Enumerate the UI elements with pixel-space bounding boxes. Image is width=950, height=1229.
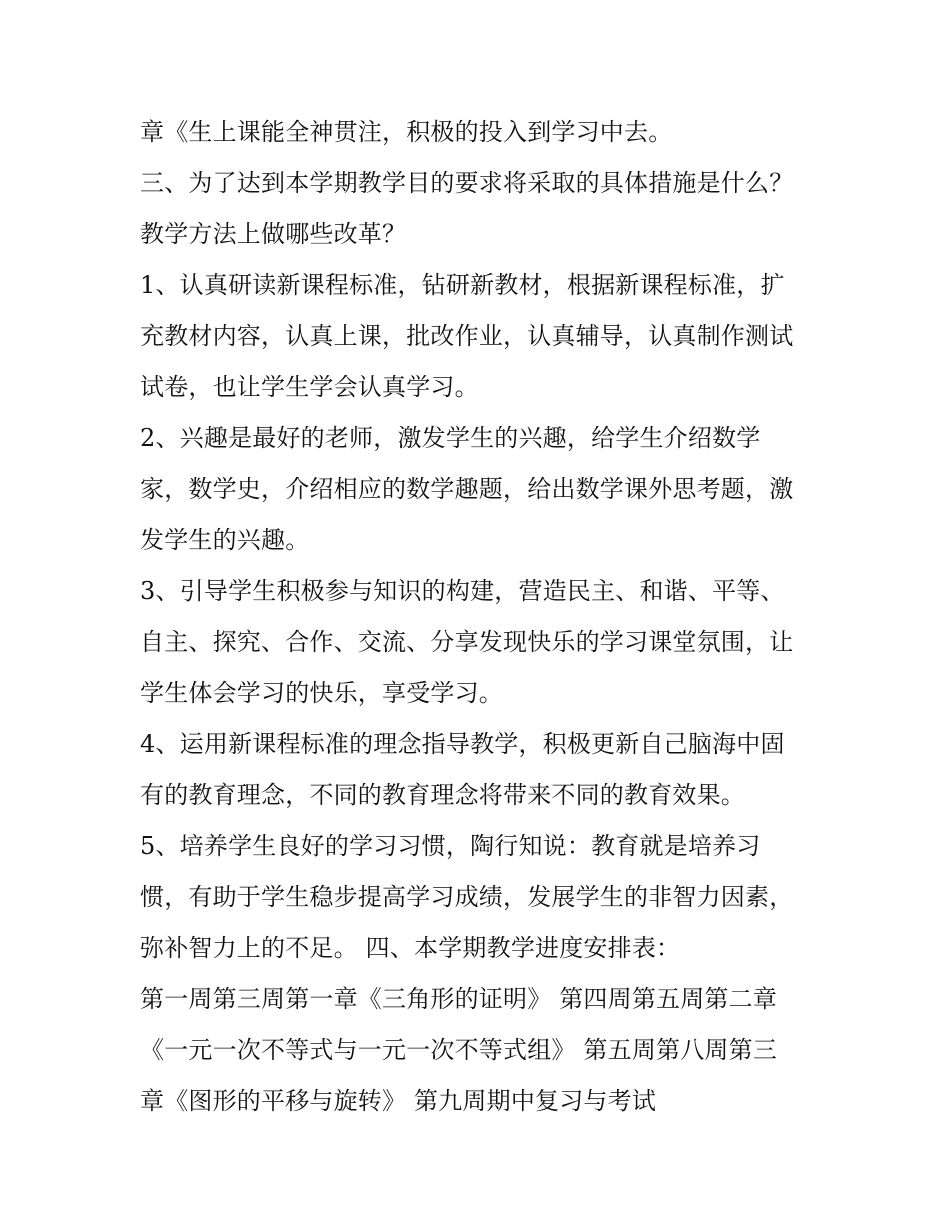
section-heading: 三、为了达到本学期教学目的要求将采取的具体措施是什么？ [140, 169, 794, 197]
text-line: 充教材内容，认真上课，批改作业，认真辅导，认真制作测试 [140, 322, 794, 350]
text-line: 教学方法上做哪些改革？ [140, 220, 407, 248]
text-line: 自主、探究、合作、交流、分享发现快乐的学习课堂氛围，让 [140, 628, 794, 656]
text-line: 试卷，也让学生学会认真学习。 [140, 373, 479, 401]
schedule-line: 第一周第三周第一章《三角形的证明》 第四周第五周第二章 [140, 985, 778, 1013]
text-line: 弥补智力上的不足。 四、本学期教学进度安排表： [140, 934, 681, 962]
text-line: 1、认真研读新课程标准，钻研新教材，根据新课程标准，扩 [140, 271, 785, 299]
text-line: 3、引导学生积极参与知识的构建，营造民主、和谐、平等、 [140, 577, 785, 605]
text-line: 4、运用新课程标准的理念指导教学，积极更新自己脑海中固 [140, 730, 785, 758]
text-line: 2、兴趣是最好的老师，激发学生的兴趣，给学生介绍数学 [140, 424, 761, 452]
text-line: 5、培养学生良好的学习习惯，陶行知说：教育就是培养习 [140, 832, 761, 860]
text-line: 学生体会学习的快乐，享受学习。 [140, 679, 503, 707]
text-line: 发学生的兴趣。 [140, 526, 310, 554]
document-body [140, 107, 840, 1127]
schedule-line: 章《图形的平移与旋转》 第九周期中复习与考试 [140, 1087, 657, 1115]
text-line: 章《生上课能全神贯注，积极的投入到学习中去。 [140, 118, 673, 146]
text-line: 有的教育理念，不同的教育理念将带来不同的教育效果。 [140, 781, 745, 809]
schedule-line: 《一元一次不等式与一元一次不等式组》 第五周第八周第三 [140, 1036, 778, 1064]
text-line: 家，数学史，介绍相应的数学趣题，给出数学课外思考题，激 [140, 475, 794, 503]
text-line: 惯，有助于学生稳步提高学习成绩，发展学生的非智力因素， [140, 883, 794, 911]
